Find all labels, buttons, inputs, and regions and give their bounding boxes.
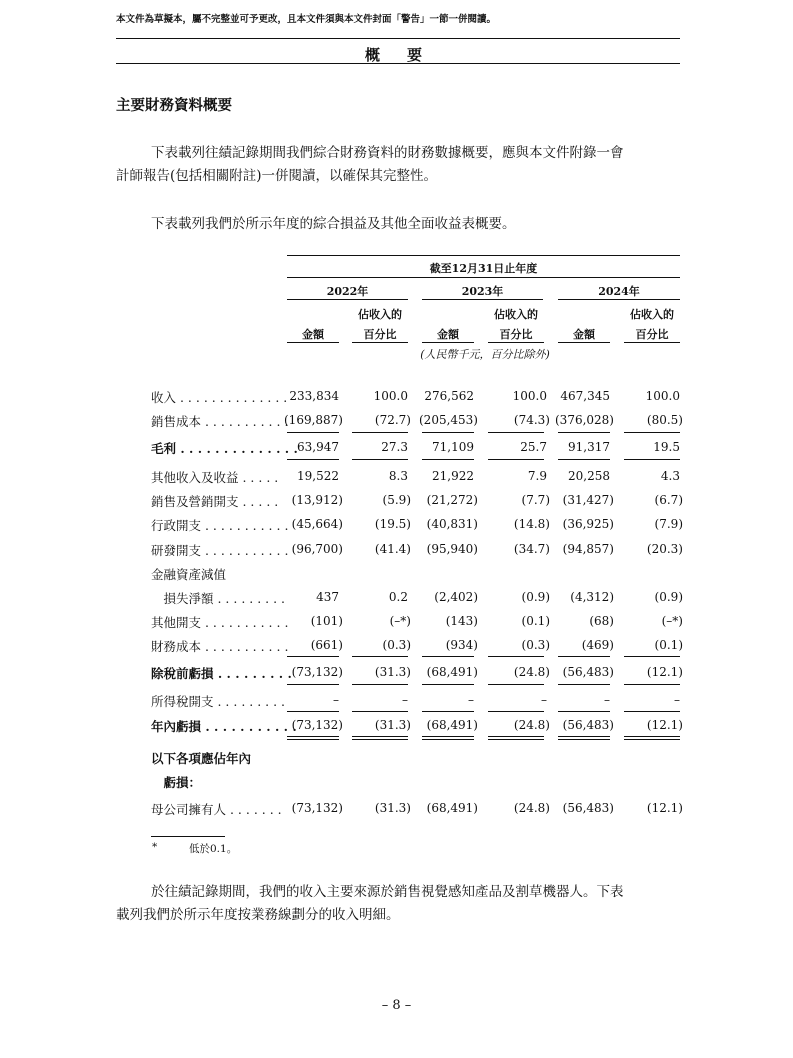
cell: (80.5) — [646, 413, 683, 427]
row-label-attributable: 以下各項應佔年內 — [151, 751, 252, 766]
footnote-rule — [151, 836, 225, 837]
sum-rule — [287, 711, 339, 712]
cell: (101) — [310, 614, 343, 628]
sum-rule — [558, 459, 610, 460]
row-label-loss-for-year: 年內虧損 . . . . . . . . . . . — [151, 719, 297, 734]
double-rule — [352, 736, 408, 737]
cell: (74.3) — [513, 413, 550, 427]
cell: (19.5) — [374, 517, 411, 531]
cell: (–*) — [389, 614, 411, 628]
cell: (68) — [589, 614, 614, 628]
pct-header-l1: 佔收入的 — [630, 308, 674, 321]
row-label-finance-costs: 財務成本 . . . . . . . . . . . — [151, 639, 289, 654]
cell: (73,132) — [291, 718, 343, 732]
cell: (31.3) — [374, 665, 411, 679]
col-rule — [422, 342, 474, 343]
sum-rule — [488, 711, 544, 712]
amount-header: 金額 — [302, 328, 324, 341]
intro-line-1: 下表載列往績記錄期間我們綜合財務資料的財務數據概要，應與本文件附錄一會 — [151, 145, 624, 161]
double-rule — [624, 736, 680, 737]
footnote-marker: * — [152, 841, 158, 853]
cell: – — [674, 693, 680, 707]
row-label-other-income: 其他收入及收益 . . . . . — [151, 470, 279, 485]
cell: 19,522 — [297, 469, 339, 483]
cell: (24.8) — [513, 718, 550, 732]
cell: (31.3) — [374, 801, 411, 815]
row-label-gross-profit: 毛利 . . . . . . . . . . . . . . — [151, 441, 298, 456]
cell: (21,272) — [426, 493, 478, 507]
year-2022: 2022年 — [326, 285, 369, 298]
intro-line-2: 計師報告(包括相關附註)一併閱讀，以確保其完整性。 — [116, 168, 438, 184]
double-rule — [422, 736, 474, 737]
cell: 100.0 — [373, 389, 408, 403]
cell: 27.3 — [381, 440, 408, 454]
sum-rule — [624, 459, 680, 460]
cell: (205,453) — [419, 413, 478, 427]
period-rule — [287, 277, 680, 278]
double-rule — [287, 736, 339, 737]
cell: (12.1) — [646, 801, 683, 815]
cell: (934) — [445, 638, 478, 652]
outro-line-1: 於往績記錄期間，我們的收入主要來源於銷售視覺感知產品及割草機器人。下表 — [151, 884, 624, 900]
year-2023: 2023年 — [461, 285, 504, 298]
sum-rule — [352, 432, 408, 433]
cell: (72.7) — [374, 413, 411, 427]
sum-rule — [422, 459, 474, 460]
col-rule — [287, 342, 339, 343]
cell: (14.8) — [513, 517, 550, 531]
sum-rule — [558, 684, 610, 685]
sum-rule — [488, 656, 544, 657]
cell: 71,109 — [432, 440, 474, 454]
double-rule — [352, 739, 408, 740]
row-label-attributable-loss: 虧損： — [151, 775, 202, 790]
cell: (24.8) — [513, 665, 550, 679]
cell: (–*) — [661, 614, 683, 628]
pct-header-l1: 佔收入的 — [494, 308, 538, 321]
pct-header-l1: 佔收入的 — [358, 308, 402, 321]
sum-rule — [287, 432, 339, 433]
unit-note: (人民幣千元，百分比除外) — [420, 348, 550, 361]
cell: (13,912) — [291, 493, 343, 507]
cell: 276,562 — [424, 389, 474, 403]
sum-rule — [558, 656, 610, 657]
cell: (36,925) — [562, 517, 614, 531]
cell: 233,834 — [289, 389, 339, 403]
cell: (0.1) — [521, 614, 550, 628]
sum-rule — [352, 656, 408, 657]
sum-rule — [352, 684, 408, 685]
col-rule — [558, 342, 610, 343]
outro-line-2: 載列我們於所示年度按業務線劃分的收入明細。 — [116, 907, 400, 923]
cell: 63,947 — [297, 440, 339, 454]
cell: (56,483) — [562, 801, 614, 815]
cell: (73,132) — [291, 665, 343, 679]
pct-header-l2: 百分比 — [635, 328, 669, 341]
year-rule-2023 — [422, 299, 543, 300]
year-2024: 2024年 — [598, 285, 640, 298]
cell: (20.3) — [646, 542, 683, 556]
cell: (95,940) — [426, 542, 478, 556]
cell: (4,312) — [570, 590, 614, 604]
cell: (0.3) — [382, 638, 411, 652]
row-label-loss-before-tax: 除稅前虧損 . . . . . . . . . — [151, 666, 292, 681]
double-rule — [558, 736, 610, 737]
sum-rule — [558, 432, 610, 433]
cell: (7.7) — [521, 493, 550, 507]
cell: 8.3 — [388, 469, 408, 483]
cell: (12.1) — [646, 718, 683, 732]
cell: (0.1) — [654, 638, 683, 652]
cell: (68,491) — [426, 718, 478, 732]
cell: 20,258 — [568, 469, 610, 483]
cell: 19.5 — [653, 440, 680, 454]
page-number: – 8 – — [381, 998, 412, 1013]
row-label-owners-of-parent: 母公司擁有人 . . . . . . . — [151, 802, 282, 817]
col-rule — [352, 342, 408, 343]
draft-warning: 本文件為草擬本，屬不完整並可予更改，且本文件須與本文件封面「警告」一節一併閱讀。 — [116, 14, 497, 25]
header-rule-bottom — [116, 63, 680, 64]
cell: 467,345 — [560, 389, 610, 403]
row-label-admin-expenses: 行政開支 . . . . . . . . . . . — [151, 518, 289, 533]
cell: (73,132) — [291, 801, 343, 815]
cell: (2,402) — [434, 590, 478, 604]
cell: (12.1) — [646, 665, 683, 679]
cell: 0.2 — [388, 590, 408, 604]
cell: (469) — [581, 638, 614, 652]
sum-rule — [488, 684, 544, 685]
cell: 91,317 — [568, 440, 610, 454]
cell: (0.3) — [521, 638, 550, 652]
cell: (41.4) — [374, 542, 411, 556]
cell: (31.3) — [374, 718, 411, 732]
cell: (5.9) — [382, 493, 411, 507]
cell: (56,483) — [562, 665, 614, 679]
sum-rule — [422, 432, 474, 433]
col-rule — [488, 342, 544, 343]
cell: (96,700) — [291, 542, 343, 556]
cell: 100.0 — [645, 389, 680, 403]
sum-rule — [287, 459, 339, 460]
page-heading: 主要財務資料概要 — [116, 97, 232, 114]
cell: (169,887) — [284, 413, 343, 427]
sum-rule — [624, 684, 680, 685]
row-label-income-tax: 所得稅開支 . . . . . . . . . — [151, 694, 286, 709]
pct-header-l2: 百分比 — [363, 328, 397, 341]
year-rule-2022 — [287, 299, 408, 300]
cell: 437 — [316, 590, 339, 604]
double-rule — [558, 739, 610, 740]
sum-rule — [352, 459, 408, 460]
sum-rule — [488, 459, 544, 460]
sum-rule — [352, 711, 408, 712]
period-header: 截至12月31日止年度 — [429, 262, 538, 275]
cell: – — [541, 693, 547, 707]
sum-rule — [488, 432, 544, 433]
sum-rule — [422, 684, 474, 685]
row-label-selling-expenses: 銷售及營銷開支 . . . . . — [151, 494, 279, 509]
row-label-revenue: 收入 . . . . . . . . . . . . . . — [151, 390, 288, 405]
cell: 25.7 — [520, 440, 547, 454]
cell: (0.9) — [521, 590, 550, 604]
row-label-rd-expenses: 研發開支 . . . . . . . . . . . — [151, 543, 289, 558]
cell: 100.0 — [512, 389, 547, 403]
row-label-impairment-net: 損失淨額 . . . . . . . . . — [151, 591, 286, 606]
pct-header-l2: 百分比 — [499, 328, 533, 341]
double-rule — [422, 739, 474, 740]
cell: (68,491) — [426, 801, 478, 815]
cell: 21,922 — [432, 469, 474, 483]
sum-rule — [422, 656, 474, 657]
header-rule-top — [116, 38, 680, 39]
row-label-impairment: 金融資產減值 — [151, 567, 227, 582]
section-title: 概 要 — [364, 46, 428, 64]
cell: (56,483) — [562, 718, 614, 732]
double-rule — [624, 739, 680, 740]
amount-header: 金額 — [437, 328, 459, 341]
cell: 4.3 — [660, 469, 680, 483]
sum-rule — [422, 711, 474, 712]
cell: (0.9) — [654, 590, 683, 604]
cell: – — [604, 693, 610, 707]
sum-rule — [287, 684, 339, 685]
cell: 7.9 — [527, 469, 547, 483]
footnote-text: 低於0.1。 — [189, 843, 238, 855]
sum-rule — [624, 711, 680, 712]
cell: (31,427) — [562, 493, 614, 507]
intro2-paragraph: 下表載列我們於所示年度的綜合損益及其他全面收益表概要。 — [151, 216, 516, 232]
table-top-rule — [287, 255, 680, 256]
cell: (94,857) — [562, 542, 614, 556]
cell: (661) — [310, 638, 343, 652]
cell: – — [468, 693, 474, 707]
cell: (376,028) — [555, 413, 614, 427]
double-rule — [287, 739, 339, 740]
cell: (34.7) — [513, 542, 550, 556]
double-rule — [488, 739, 544, 740]
sum-rule — [624, 656, 680, 657]
row-label-cost-of-sales: 銷售成本 . . . . . . . . . . . — [151, 414, 289, 429]
cell: (24.8) — [513, 801, 550, 815]
cell: (45,664) — [291, 517, 343, 531]
cell: (6.7) — [654, 493, 683, 507]
col-rule — [624, 342, 680, 343]
amount-header: 金額 — [573, 328, 595, 341]
sum-rule — [624, 432, 680, 433]
cell: (7.9) — [654, 517, 683, 531]
sum-rule — [287, 656, 339, 657]
cell: – — [333, 693, 339, 707]
row-label-other-expenses: 其他開支 . . . . . . . . . . . — [151, 615, 289, 630]
cell: (68,491) — [426, 665, 478, 679]
year-rule-2024 — [558, 299, 680, 300]
cell: (143) — [445, 614, 478, 628]
cell: (40,831) — [426, 517, 478, 531]
double-rule — [488, 736, 544, 737]
sum-rule — [558, 711, 610, 712]
cell: – — [402, 693, 408, 707]
